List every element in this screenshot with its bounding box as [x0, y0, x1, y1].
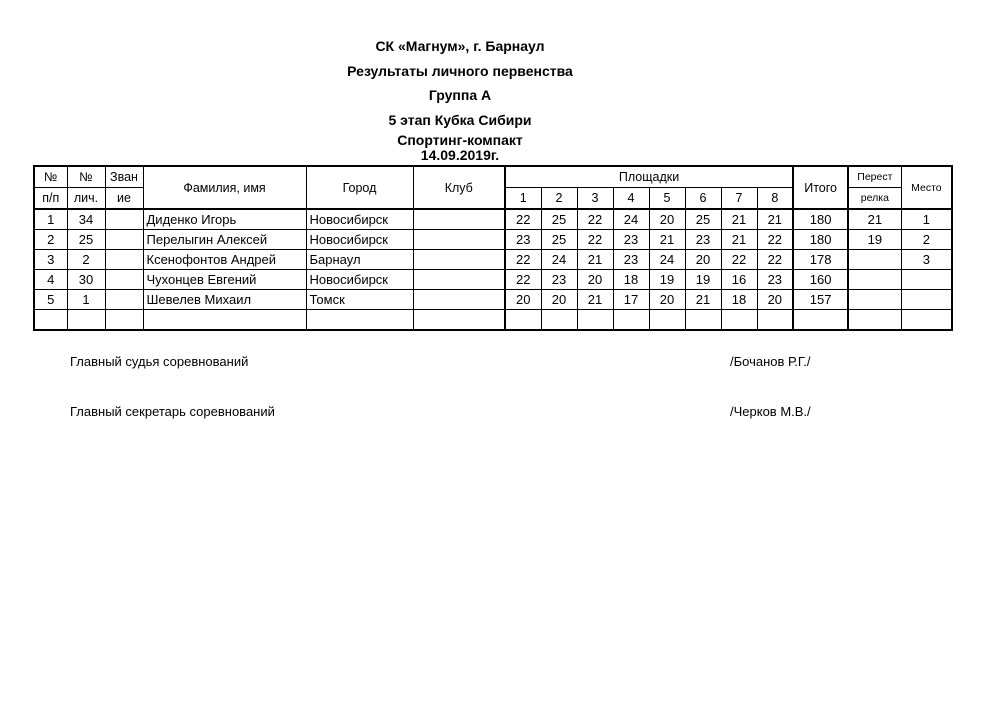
cell-license: 30 — [67, 270, 105, 290]
judge-name: /Бочанов Р.Г./ — [730, 354, 811, 369]
cell-score-6: 23 — [685, 230, 721, 250]
header-shootoff-2: релка — [848, 188, 901, 210]
cell-no: 4 — [34, 270, 67, 290]
header-platform-1: 1 — [505, 188, 541, 210]
cell-shootoff: 19 — [848, 230, 901, 250]
cell-score-1: 22 — [505, 270, 541, 290]
header-place: Место — [901, 166, 952, 209]
cell-score-6: 25 — [685, 209, 721, 230]
cell-club — [413, 270, 505, 290]
event-date: 14.09.2019г. — [420, 147, 500, 163]
header-city: Город — [306, 166, 413, 209]
cell-score-4: 24 — [613, 209, 649, 230]
header-no-2: п/п — [34, 188, 67, 210]
cell-total: 178 — [793, 250, 848, 270]
discipline-title: Спортинг-компакт — [397, 132, 523, 148]
cell-score-5: 21 — [649, 230, 685, 250]
cell-score-5: 20 — [649, 290, 685, 310]
stage-title: 5 этап Кубка Сибири — [388, 111, 532, 128]
cell-empty — [505, 310, 541, 331]
cell-empty — [413, 310, 505, 331]
cell-city: Томск — [306, 290, 413, 310]
header-club: Клуб — [413, 166, 505, 209]
cell-no: 3 — [34, 250, 67, 270]
cell-place — [901, 270, 952, 290]
cell-score-3: 22 — [577, 230, 613, 250]
cell-no: 2 — [34, 230, 67, 250]
cell-score-7: 22 — [721, 250, 757, 270]
cell-club — [413, 209, 505, 230]
table-header-row — [34, 166, 952, 188]
table-row — [34, 290, 952, 310]
results-title: Результаты личного первенства — [347, 62, 573, 79]
cell-shootoff — [848, 270, 901, 290]
cell-shootoff — [848, 250, 901, 270]
cell-score-7: 16 — [721, 270, 757, 290]
header-platform-2: 2 — [541, 188, 577, 210]
header-platform-5: 5 — [649, 188, 685, 210]
cell-empty — [67, 310, 105, 331]
cell-empty — [613, 310, 649, 331]
table-row — [34, 270, 952, 290]
cell-name: Диденко Игорь — [143, 209, 306, 230]
cell-rank — [105, 290, 143, 310]
cell-empty — [105, 310, 143, 331]
cell-name: Чухонцев Евгений — [143, 270, 306, 290]
cell-score-4: 17 — [613, 290, 649, 310]
cell-total: 157 — [793, 290, 848, 310]
cell-score-3: 20 — [577, 270, 613, 290]
cell-rank — [105, 209, 143, 230]
cell-empty — [685, 310, 721, 331]
cell-score-7: 18 — [721, 290, 757, 310]
cell-total: 180 — [793, 230, 848, 250]
cell-license: 34 — [67, 209, 105, 230]
header-platform-6: 6 — [685, 188, 721, 210]
cell-rank — [105, 270, 143, 290]
header-no: № — [34, 166, 67, 188]
cell-name: Шевелев Михаил — [143, 290, 306, 310]
cell-score-8: 21 — [757, 209, 793, 230]
cell-no: 1 — [34, 209, 67, 230]
cell-score-8: 23 — [757, 270, 793, 290]
table-row — [34, 230, 952, 250]
header-name: Фамилия, имя — [143, 166, 306, 209]
cell-name: Ксенофонтов Андрей — [143, 250, 306, 270]
cell-score-1: 22 — [505, 209, 541, 230]
header-platform-3: 3 — [577, 188, 613, 210]
cell-place: 1 — [901, 209, 952, 230]
cell-score-2: 24 — [541, 250, 577, 270]
cell-score-7: 21 — [721, 230, 757, 250]
cell-score-6: 19 — [685, 270, 721, 290]
cell-score-4: 18 — [613, 270, 649, 290]
cell-score-6: 21 — [685, 290, 721, 310]
cell-shootoff: 21 — [848, 209, 901, 230]
cell-score-8: 22 — [757, 250, 793, 270]
cell-no: 5 — [34, 290, 67, 310]
cell-empty — [306, 310, 413, 331]
cell-place: 2 — [901, 230, 952, 250]
cell-score-1: 20 — [505, 290, 541, 310]
header-license-2: лич. — [67, 188, 105, 210]
cell-score-6: 20 — [685, 250, 721, 270]
cell-score-5: 24 — [649, 250, 685, 270]
cell-empty — [541, 310, 577, 331]
table-row — [34, 250, 952, 270]
cell-empty — [143, 310, 306, 331]
table-row-empty — [34, 310, 952, 331]
cell-score-2: 25 — [541, 230, 577, 250]
cell-empty — [901, 310, 952, 331]
cell-city: Новосибирск — [306, 209, 413, 230]
header-platforms: Площадки — [505, 166, 793, 188]
cell-place: 3 — [901, 250, 952, 270]
cell-score-2: 20 — [541, 290, 577, 310]
cell-empty — [577, 310, 613, 331]
header-shootoff: Перест — [848, 166, 901, 188]
cell-score-5: 19 — [649, 270, 685, 290]
cell-score-3: 21 — [577, 290, 613, 310]
header-platform-7: 7 — [721, 188, 757, 210]
header-rank-2: ие — [105, 188, 143, 210]
cell-empty — [34, 310, 67, 331]
cell-total: 160 — [793, 270, 848, 290]
cell-shootoff — [848, 290, 901, 310]
header-license: № — [67, 166, 105, 188]
cell-license: 25 — [67, 230, 105, 250]
cell-score-4: 23 — [613, 230, 649, 250]
cell-city: Новосибирск — [306, 230, 413, 250]
cell-score-3: 21 — [577, 250, 613, 270]
cell-empty — [721, 310, 757, 331]
cell-score-5: 20 — [649, 209, 685, 230]
table-row — [34, 209, 952, 230]
group-title: Группа А — [428, 87, 492, 103]
cell-empty — [848, 310, 901, 331]
cell-score-1: 23 — [505, 230, 541, 250]
header-platform-8: 8 — [757, 188, 793, 210]
cell-score-8: 20 — [757, 290, 793, 310]
cell-place — [901, 290, 952, 310]
secretary-name: /Черков М.В./ — [730, 404, 811, 419]
cell-rank — [105, 230, 143, 250]
club-title: СК «Магнум», г. Барнаул — [375, 38, 545, 54]
cell-score-2: 23 — [541, 270, 577, 290]
cell-club — [413, 290, 505, 310]
header-total: Итого — [793, 166, 848, 209]
cell-club — [413, 230, 505, 250]
cell-score-3: 22 — [577, 209, 613, 230]
header-rank: Зван — [105, 166, 143, 188]
cell-license: 2 — [67, 250, 105, 270]
cell-name: Перелыгин Алексей — [143, 230, 306, 250]
results-table — [33, 165, 953, 331]
cell-score-7: 21 — [721, 209, 757, 230]
cell-empty — [757, 310, 793, 331]
cell-license: 1 — [67, 290, 105, 310]
cell-club — [413, 250, 505, 270]
header-platform-4: 4 — [613, 188, 649, 210]
secretary-label: Главный секретарь соревнований — [70, 404, 275, 419]
document-header — [260, 34, 660, 162]
cell-score-4: 23 — [613, 250, 649, 270]
cell-total: 180 — [793, 209, 848, 230]
cell-score-2: 25 — [541, 209, 577, 230]
cell-score-1: 22 — [505, 250, 541, 270]
cell-rank — [105, 250, 143, 270]
cell-empty — [793, 310, 848, 331]
cell-city: Барнаул — [306, 250, 413, 270]
cell-city: Новосибирск — [306, 270, 413, 290]
cell-empty — [649, 310, 685, 331]
cell-score-8: 22 — [757, 230, 793, 250]
judge-label: Главный судья соревнований — [70, 354, 249, 369]
